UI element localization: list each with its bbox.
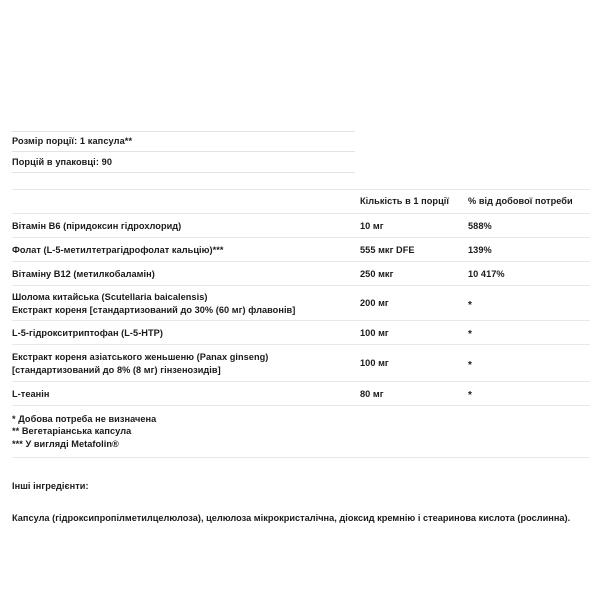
ingredient-name-line1: Вітамін B6 (піридоксин гідрохлорид) bbox=[12, 220, 182, 231]
ingredient-amount: 10 мг bbox=[360, 220, 384, 231]
supplement-facts-table bbox=[0, 189, 600, 458]
table-row bbox=[0, 286, 600, 321]
ingredient-amount: 100 мг bbox=[360, 327, 389, 338]
ingredient-name bbox=[12, 291, 360, 316]
ingredient-amount: 80 мг bbox=[360, 388, 384, 399]
servings-per-container-row bbox=[0, 152, 600, 173]
other-ingredients-section bbox=[0, 480, 600, 524]
ingredient-name-line1: Екстракт кореня азіатського женьшеню (Panax ginseng) bbox=[12, 351, 269, 362]
table-row bbox=[0, 321, 600, 345]
ingredient-name-line2: [стандартизований до 8% (8 мг) гінзенозидів] bbox=[12, 364, 221, 375]
ingredient-name bbox=[12, 351, 360, 376]
ingredient-name-line2: Екстракт кореня [стандартизований до 30% (60 мг) флавонів] bbox=[12, 304, 296, 315]
footnote-item: ** Вегетаріанська капсула bbox=[12, 426, 132, 437]
ingredient-daily-value: * bbox=[468, 329, 472, 340]
table-row bbox=[0, 262, 600, 286]
header-daily-value: % від добової потреби bbox=[468, 196, 573, 207]
ingredient-name-line1: Вітаміну B12 (метилкобаламін) bbox=[12, 268, 155, 279]
footnote-item: * Добова потреба не визначена bbox=[12, 414, 157, 424]
ingredient-amount: 100 мг bbox=[360, 358, 389, 369]
other-ingredients-body: Капсула (гідроксипропілметилцелюлоза), целюлоза мікрокристалічна, діоксид кремнію і стеаринова кислота (рослинна). bbox=[12, 513, 571, 524]
table-row bbox=[0, 382, 600, 406]
serving-size-text: Розмір порції: 1 капсула** bbox=[12, 135, 133, 146]
table-header-row bbox=[0, 189, 600, 214]
ingredient-amount: 555 мкг DFE bbox=[360, 244, 415, 255]
ingredient-name-line1: Фолат (L-5-метилтетрагідрофолат кальцію)*** bbox=[12, 244, 224, 255]
supplement-facts-panel bbox=[0, 131, 600, 524]
ingredient-daily-value: * bbox=[468, 299, 472, 311]
serving-size-row bbox=[0, 131, 600, 152]
ingredient-name-line1: L-теанін bbox=[12, 388, 50, 399]
footnotes bbox=[0, 406, 600, 458]
ingredient-name bbox=[12, 268, 360, 281]
ingredient-daily-value: * bbox=[468, 390, 472, 401]
table-row bbox=[0, 214, 600, 238]
ingredient-daily-value: 139% bbox=[468, 244, 492, 255]
ingredient-name bbox=[12, 220, 360, 233]
header-amount: Кількість в 1 порції bbox=[360, 196, 450, 207]
table-row bbox=[0, 345, 600, 382]
footnote-item: *** У вигляді Metafolin® bbox=[12, 438, 119, 449]
ingredient-name-line1: Шолома китайська (Scutellaria baicalensis) bbox=[12, 291, 208, 302]
ingredient-name bbox=[12, 327, 360, 340]
table-row bbox=[0, 238, 600, 262]
ingredient-daily-value: 10 417% bbox=[468, 268, 505, 279]
servings-per-container-text: Порцій в упаковці: 90 bbox=[12, 156, 113, 167]
ingredient-daily-value: * bbox=[468, 359, 472, 371]
ingredient-amount: 250 мкг bbox=[360, 268, 394, 279]
ingredient-name bbox=[12, 388, 360, 401]
ingredient-amount: 200 мг bbox=[360, 298, 389, 309]
other-ingredients-title: Інші інгредієнти: bbox=[12, 481, 89, 492]
ingredient-daily-value: 588% bbox=[468, 220, 492, 231]
ingredient-name-line1: L-5-гідрокситриптофан (L-5-HTP) bbox=[12, 327, 163, 338]
ingredient-name bbox=[12, 244, 360, 257]
